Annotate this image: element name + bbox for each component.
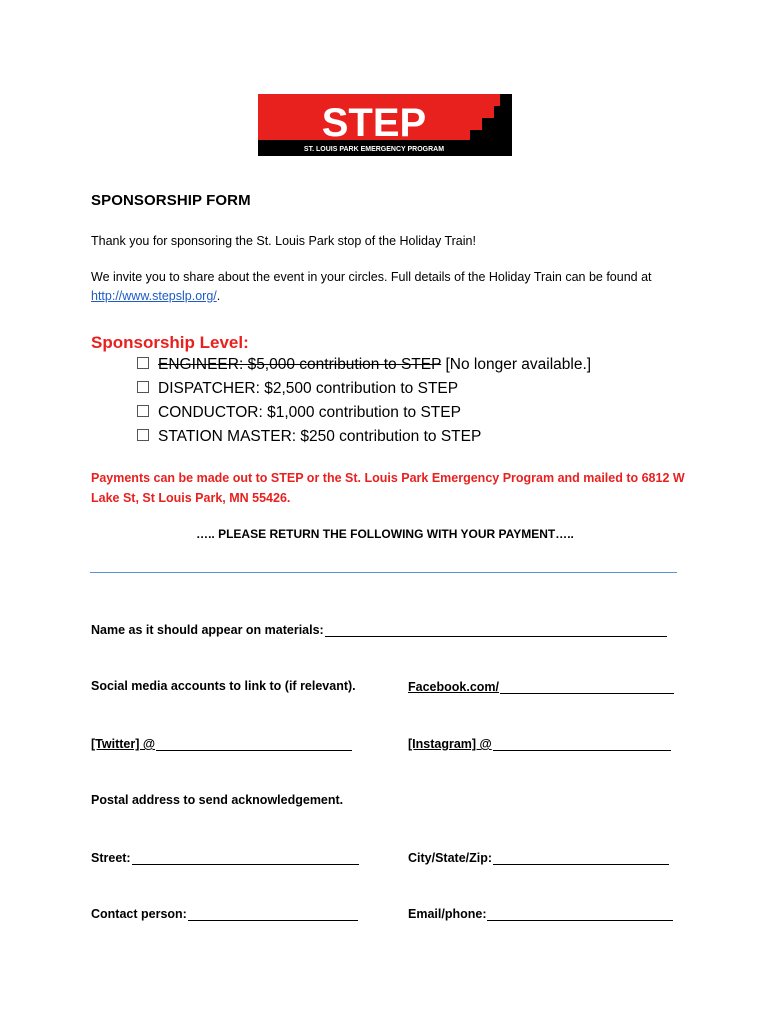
city-label: City/State/Zip: [408, 851, 493, 865]
social-field [91, 679, 356, 693]
divider [90, 572, 677, 573]
facebook-label: Facebook.com/ [408, 680, 499, 694]
checkbox[interactable] [137, 405, 149, 417]
invite-text: We invite you to share about the event in your circles. Full details of the Holiday Train can be found at [91, 270, 652, 284]
level-note: [No longer available.] [441, 356, 592, 373]
level-option-dispatcher [137, 380, 458, 398]
level-label: CONDUCTOR: $1,000 contribution to STEP [158, 404, 461, 421]
street-label: Street: [91, 851, 131, 865]
instagram-input-line[interactable] [493, 736, 671, 751]
checkbox[interactable] [137, 381, 149, 393]
level-option-conductor [137, 404, 461, 422]
return-note: ….. PLEASE RETURN THE FOLLOWING WITH YOUR PAYMENT….. [196, 527, 574, 541]
twitter-input-line[interactable] [156, 736, 352, 751]
checkbox[interactable] [137, 357, 149, 369]
facebook-field [408, 679, 674, 694]
email-label: Email/phone: [408, 907, 487, 921]
payment-note: Payments can be made out to STEP or the St. Louis Park Emergency Program and mailed to 6812 W Lake St, St Louis Park, MN 55426. [91, 471, 685, 505]
invite-paragraph [91, 268, 691, 306]
email-input-line[interactable] [487, 906, 673, 921]
postal-label: Postal address to send acknowledgement. [91, 793, 344, 807]
checkbox[interactable] [137, 429, 149, 441]
facebook-input-line[interactable] [500, 679, 674, 694]
postal-field [91, 793, 343, 807]
instagram-label: [Instagram] @ [408, 737, 492, 751]
level-option-engineer [137, 356, 591, 374]
contact-field [91, 906, 358, 921]
city-field [408, 850, 669, 865]
city-input-line[interactable] [493, 850, 669, 865]
twitter-field [91, 736, 352, 751]
instagram-field [408, 736, 671, 751]
step-logo [258, 94, 512, 156]
contact-input-line[interactable] [188, 906, 358, 921]
level-label: STATION MASTER: $250 contribution to STEP [158, 428, 482, 445]
form-title: SPONSORSHIP FORM [91, 192, 251, 209]
social-label: Social media accounts to link to (if relevant). [91, 679, 356, 693]
email-field [408, 906, 673, 921]
logo-sub-text: ST. LOUIS PARK EMERGENCY PROGRAM [303, 146, 445, 153]
level-option-station-master [137, 428, 481, 446]
sponsorship-level-heading: Sponsorship Level: [91, 333, 249, 352]
street-input-line[interactable] [132, 850, 359, 865]
street-field [91, 850, 359, 865]
level-label: ENGINEER: $5,000 contribution to STEP [158, 356, 442, 373]
name-field [91, 622, 667, 637]
invite-end: . [216, 289, 221, 303]
contact-label: Contact person: [91, 907, 187, 921]
logo-main-text: STEP [321, 101, 427, 145]
twitter-label: [Twitter] @ [91, 737, 156, 751]
thank-you-text: Thank you for sponsoring the St. Louis Park stop of the Holiday Train! [91, 234, 476, 248]
website-link[interactable]: http://www.stepslp.org/ [91, 289, 217, 303]
name-input-line[interactable] [325, 622, 667, 637]
level-label: DISPATCHER: $2,500 contribution to STEP [158, 380, 459, 397]
name-label: Name as it should appear on materials: [91, 623, 324, 637]
